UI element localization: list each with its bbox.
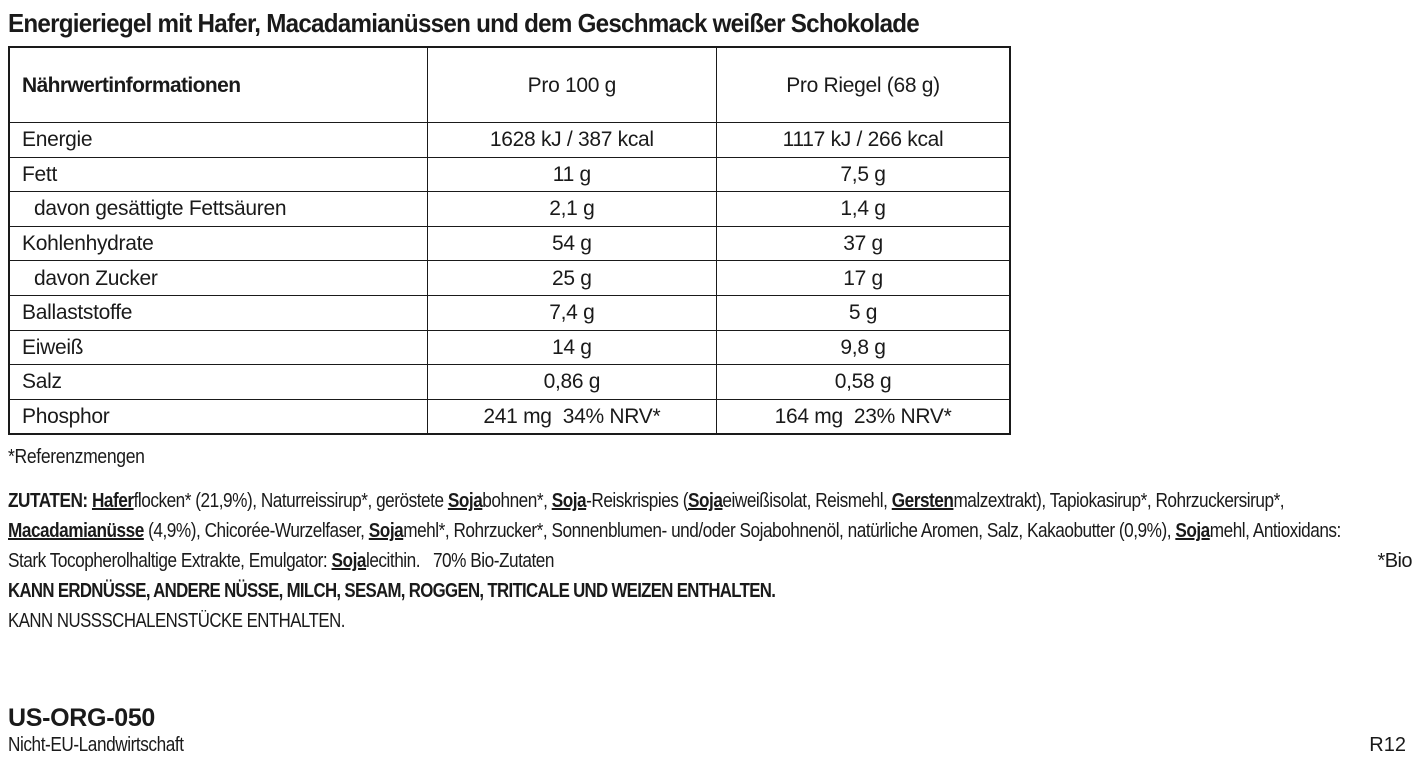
row-value-per-bar: 0,58 g	[717, 365, 1010, 400]
ingredient-text: mehl, Antioxidans:	[1209, 520, 1341, 542]
origin-statement: Nicht-EU-Landwirtschaft	[8, 734, 184, 756]
allergen: Soja	[687, 490, 723, 512]
ingredient-text: malzextrakt), Tapiokasirup*, Rohrzuckersirup*,	[953, 490, 1285, 512]
ingredients-line	[8, 546, 1412, 576]
table-row	[9, 123, 1010, 158]
header-nutrition-info: Nährwertinformationen	[9, 47, 427, 123]
label-code: R12	[1369, 734, 1406, 756]
ingredient-text: Stark Tocopherolhaltige Extrakte, Emulgator:	[8, 550, 332, 572]
allergy-warning-line	[8, 606, 1412, 636]
allergy-warning: KANN ERDNÜSSE, ANDERE NÜSSE, MILCH, SESAM, ROGGEN, TRITICALE UND WEIZEN ENTHALTEN.	[8, 580, 776, 602]
row-value-per-bar: 1,4 g	[717, 192, 1010, 227]
allergen: Macadamianüsse	[8, 520, 144, 542]
ingredients-text	[8, 486, 1284, 516]
allergen: Soja	[1175, 520, 1210, 542]
ingredient-text: (4,9%), Chicorée-Wurzelfaser,	[143, 520, 369, 542]
page-title: Energieriegel mit Hafer, Macadamianüssen und dem Geschmack weißer Schokolade	[8, 8, 920, 38]
nutrition-table	[8, 46, 1011, 435]
row-value-per-100g: 241 mg 34% NRV*	[427, 399, 716, 434]
row-label: Salz	[9, 365, 427, 400]
table-row	[9, 226, 1010, 261]
header-per-100g: Pro 100 g	[427, 47, 716, 123]
reference-note: *Referenzmengen	[8, 446, 145, 468]
allergy-warning-line	[8, 576, 1412, 606]
ingredient-text: flocken* (21,9%), Naturreissirup*, geröstete	[133, 490, 448, 512]
row-value-per-100g: 0,86 g	[427, 365, 716, 400]
ingredients-block	[8, 486, 1412, 636]
row-label: Eiweiß	[9, 330, 427, 365]
allergen: Gersten	[891, 490, 954, 512]
table-row	[9, 399, 1010, 434]
allergen: Soja	[551, 490, 587, 512]
row-value-per-100g: 2,1 g	[427, 192, 716, 227]
ingredient-text: mehl*, Rohrzucker*, Sonnenblumen- und/oder Sojabohnenöl, natürliche Aromen, Salz, Kakaobutter (0,9%),	[403, 520, 1176, 542]
ingredient-text: bohnen*,	[482, 490, 552, 512]
table-row	[9, 330, 1010, 365]
row-value-per-100g: 11 g	[427, 157, 716, 192]
table-row	[9, 261, 1010, 296]
row-value-per-100g: 14 g	[427, 330, 716, 365]
row-value-per-bar: 5 g	[717, 295, 1010, 330]
row-label: Fett	[9, 157, 427, 192]
row-value-per-bar: 164 mg 23% NRV*	[717, 399, 1010, 434]
row-label: Phosphor	[9, 399, 427, 434]
row-label: Kohlenhydrate	[9, 226, 427, 261]
ingredients-line	[8, 516, 1412, 546]
row-label: davon Zucker	[9, 261, 427, 296]
allergen: Soja	[447, 490, 483, 512]
ingredients-text	[8, 516, 1341, 546]
row-label: Energie	[9, 123, 427, 158]
ingredients-line	[8, 486, 1412, 516]
allergen: Hafer	[91, 490, 134, 512]
table-row	[9, 157, 1010, 192]
nutshell-warning: KANN NUSSSCHALENSTÜCKE ENTHALTEN.	[8, 610, 345, 632]
table-row	[9, 192, 1010, 227]
header-per-bar: Pro Riegel (68 g)	[717, 47, 1010, 123]
table-row	[9, 295, 1010, 330]
allergen: Soja	[331, 550, 366, 572]
ingredients-text	[8, 546, 554, 576]
row-value-per-bar: 1117 kJ / 266 kcal	[717, 123, 1010, 158]
row-value-per-bar: 37 g	[717, 226, 1010, 261]
row-label: davon gesättigte Fettsäuren	[9, 192, 427, 227]
row-value-per-bar: 9,8 g	[717, 330, 1010, 365]
certification-code: US-ORG-050	[8, 704, 156, 732]
ingredient-text: eiweißisolat, Reismehl,	[722, 490, 892, 512]
row-value-per-100g: 54 g	[427, 226, 716, 261]
ingredients-label: ZUTATEN:	[8, 490, 88, 512]
row-label: Ballaststoffe	[9, 295, 427, 330]
table-header-row	[9, 47, 1010, 123]
row-value-per-100g: 7,4 g	[427, 295, 716, 330]
row-value-per-100g: 25 g	[427, 261, 716, 296]
ingredient-text: -Reiskrispies (	[586, 490, 688, 512]
row-value-per-100g: 1628 kJ / 387 kcal	[427, 123, 716, 158]
allergen: Soja	[368, 520, 404, 542]
row-value-per-bar: 7,5 g	[717, 157, 1010, 192]
table-row	[9, 365, 1010, 400]
ingredient-text: lecithin. 70% Bio-Zutaten	[365, 550, 554, 572]
organic-footnote: *Bio	[1377, 550, 1412, 572]
row-value-per-bar: 17 g	[717, 261, 1010, 296]
